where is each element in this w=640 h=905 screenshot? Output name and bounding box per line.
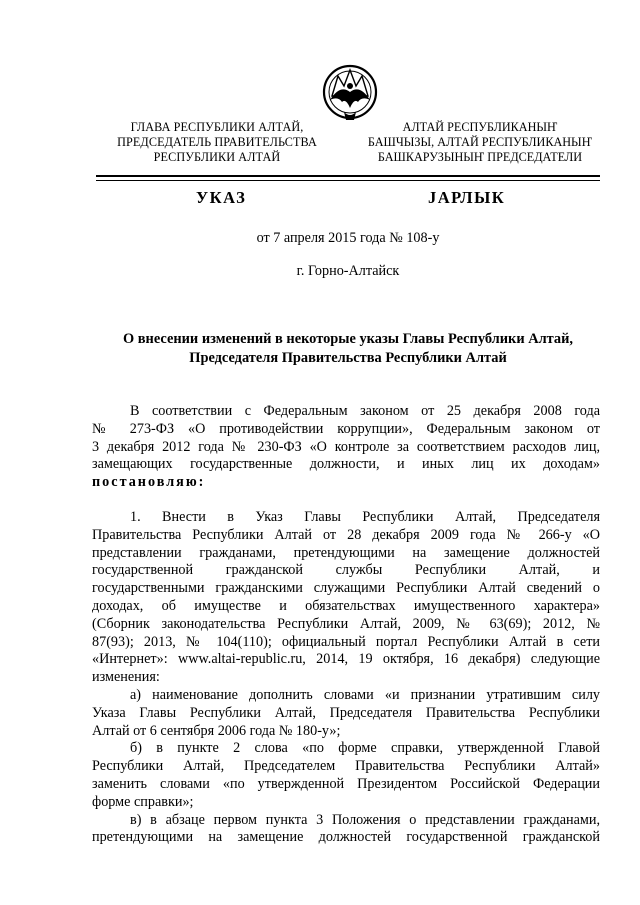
item-b-line: Республики Алтай, Председателем Правительства Республики Алтай» <box>92 758 600 775</box>
item1-line: государственной гражданской службы Республики Алтай, и <box>92 562 600 579</box>
preamble-line: 3 декабря 2012 года № 230-ФЗ «О контроле за соответствием расходов лиц, <box>92 438 600 455</box>
item-a-line: Алтай от 6 сентября 2006 года № 180-у»; <box>92 722 341 739</box>
document-title <box>96 330 600 368</box>
document-body <box>92 403 600 847</box>
item1-line: 1. Внести в Указ Главы Республики Алтай, Председателя <box>130 508 600 525</box>
item1-line: 87(93); 2013, № 104(110); официальный портал Республики Алтай в сети <box>92 633 600 650</box>
decree-city: г. Горно-Алтайск <box>296 263 400 279</box>
coat-of-arms-icon <box>318 62 382 126</box>
item-a-line: Указа Главы Республики Алтай, Председателя Правительства Республики <box>92 704 600 721</box>
decree-title-alt: JАРЛЫК <box>428 188 506 207</box>
header-left-line: ПРЕДСЕДАТЕЛЬ ПРАВИТЕЛЬСТВА <box>117 135 317 149</box>
item-b-line: форме справки»; <box>92 793 194 810</box>
document-title-line: О внесении изменений в некоторые указы Главы Республики Алтай, <box>122 331 573 347</box>
item-b-line: б) в пункте 2 слова «по форме справки, утвержденной Главой <box>130 740 600 757</box>
header-left-line: ГЛАВА РЕСПУБЛИКИ АЛТАЙ, <box>130 120 304 134</box>
decree-title-ru: УКАЗ <box>196 188 247 207</box>
item1-line: доходах, об имуществе и обязательствах имущественного характера» <box>92 597 600 614</box>
item1-line: представлении гражданами, претендующими на замещение должностей <box>92 544 600 561</box>
header-right-block <box>362 120 598 165</box>
item1-line: изменения: <box>92 669 160 686</box>
header-divider-thick <box>96 175 600 177</box>
preamble-line: замещающих государственные должности, и иных лиц их доходам» <box>92 456 600 473</box>
preamble-line: № 273-ФЗ «О противодействии коррупции», Федеральным законом от <box>92 420 600 437</box>
header-right-line: АЛТАЙ РЕСПУБЛИКАНЫҤ <box>402 120 558 134</box>
item-c-line: претендующими на замещение должностей государственной гражданской <box>92 829 600 846</box>
item1-line: государственными гражданскими служащими Республики Алтай сведений о <box>92 580 600 597</box>
header-left-block <box>112 120 322 165</box>
postanovlyayu-word: постановляю: <box>92 474 206 491</box>
header-left-line: РЕСПУБЛИКИ АЛТАЙ <box>153 150 281 164</box>
header-right-line: БАШКАРУЗЫНЫҤ ПРЕДСЕДАТЕЛИ <box>377 150 583 164</box>
header-divider-thin <box>96 180 600 181</box>
preamble-line: В соответствии с Федеральным законом от 25 декабря 2008 года <box>130 403 600 419</box>
item-b-line: заменить словами «по утвержденной Президентом Российской Федерации <box>92 775 600 792</box>
item1-line: «Интернет»: www.altai-republic.ru, 2014, 19 октября, 16 декабря) следующие <box>92 651 600 668</box>
item-a-line: а) наименование дополнить словами «и признании утратившим силу <box>130 686 600 703</box>
item-c-line: в) в абзаце первом пункта 3 Положения о представлении гражданами, <box>130 811 600 828</box>
document-title-line: Председателя Правительства Республики Алтай <box>189 350 507 366</box>
item1-line: (Сборник законодательства Республики Алтай, 2009, № 63(69); 2012, № <box>92 615 600 632</box>
decree-date-number: от 7 апреля 2015 года № 108-у <box>256 230 440 246</box>
item1-line: Правительства Республики Алтай от 28 декабря 2009 года № 266-у «О <box>92 526 600 543</box>
header-right-line: БАШЧЫЗЫ, АЛТАЙ РЕСПУБЛИКАНЫҤ <box>367 135 593 149</box>
